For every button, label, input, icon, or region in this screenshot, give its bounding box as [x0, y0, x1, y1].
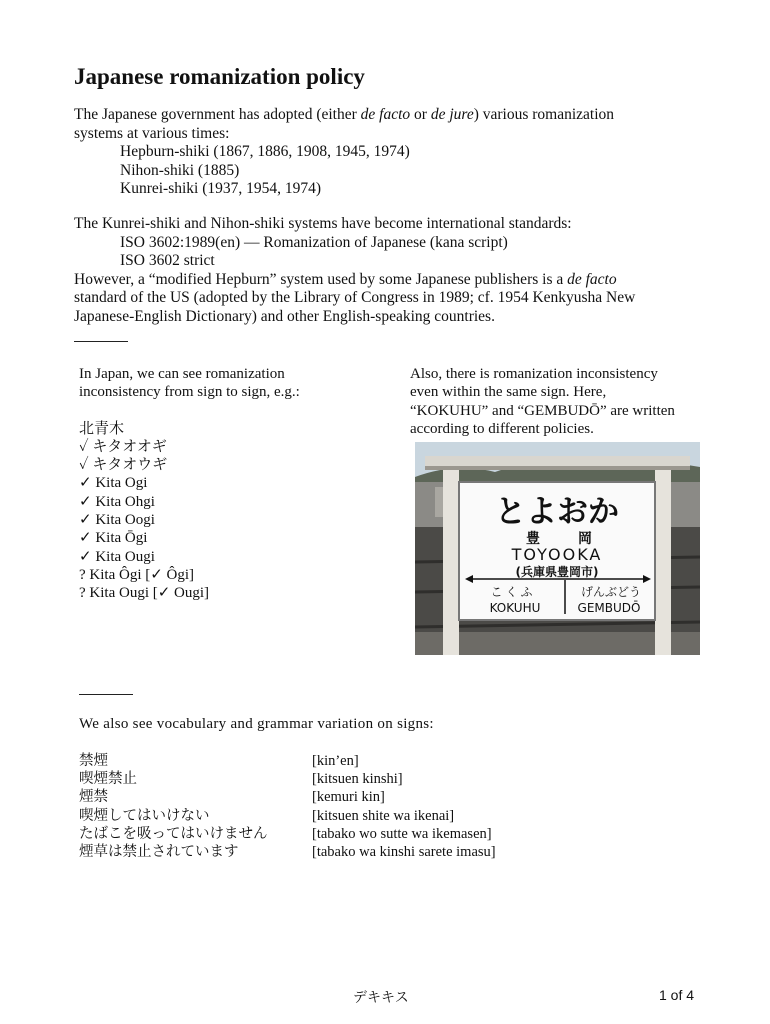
vocab-romaji: [kin’en] [312, 753, 359, 769]
standards-intro: The Kunrei-shiki and Nihon-shiki systems have become international standards: [74, 215, 572, 232]
vocab-intro: We also see vocabulary and grammar variation on signs: [79, 716, 434, 732]
sign-prefecture: (兵庫県豊岡市) [515, 565, 599, 579]
standard-item: ISO 3602:1989(en) — Romanization of Japanese (kana script) [120, 233, 508, 251]
vocab-japanese: 禁煙 [79, 753, 108, 769]
sign-kanji-2: 岡 [578, 531, 592, 547]
standards-paragraph [74, 215, 734, 326]
vocab-row [79, 843, 599, 861]
right-column [410, 365, 730, 438]
variant-item: ? Kita Ougi [✓ Ougi] [79, 585, 210, 602]
vocab-row [79, 807, 599, 825]
intro-paragraph [74, 106, 714, 199]
sign-kanji-1: 豊 [526, 531, 540, 547]
page-title: Japanese romanization policy [74, 64, 365, 89]
standard-item: ISO 3602 strict [120, 252, 215, 269]
vocab-romaji: [kitsuen kinshi] [312, 771, 403, 788]
section-divider [74, 341, 128, 342]
left-intro-line-1: In Japan, we can see romanization [79, 366, 285, 382]
footer-title: デキキス [353, 989, 409, 1005]
right-line: Also, there is romanization inconsistency [410, 366, 658, 382]
variant-item: ✓ Kita Ougi [79, 548, 155, 565]
right-line: according to different policies. [410, 420, 594, 437]
variant-item: ? Kita Ôgi [✓ Ôgi] [79, 566, 195, 583]
vocab-list [79, 752, 599, 861]
station-sign-photo [415, 442, 700, 655]
vocab-romaji: [kemuri kin] [312, 789, 385, 806]
vocab-row [79, 788, 599, 806]
sign-right-romaji: GEMBUDŌ [577, 601, 641, 615]
station-heading: 北青木 [79, 420, 125, 437]
sign-left-romaji: KOKUHU [489, 601, 541, 615]
vocab-row [79, 770, 599, 788]
sign-left-kana: こくふ [490, 585, 536, 599]
hepburn-line-3: Japanese-English Dictionary) and other English-speaking countries. [74, 307, 495, 325]
right-line: even within the same sign. Here, [410, 384, 607, 401]
intro-line-1: The Japanese government has adopted (either de facto or de jure) various romanization [74, 106, 615, 123]
variant-item: ✓ Kita Ōgi [79, 530, 148, 547]
sign-right-kana: げんぶどう [580, 585, 642, 599]
variant-item: ✓ キタオウギ [79, 457, 168, 474]
vocab-japanese: 煙草は禁止されています [79, 844, 239, 861]
vocab-row [79, 752, 599, 770]
variant-item: ✓ Kita Ogi [79, 475, 148, 492]
vocab-japanese: 煙禁 [79, 789, 108, 806]
system-item: Nihon-shiki (1885) [120, 161, 240, 179]
variant-item: ✓ キタオオギ [79, 438, 167, 455]
vocab-romaji: [tabako wo sutte wa ikemasen] [312, 825, 492, 842]
vocab-row [79, 825, 599, 843]
system-item: Kunrei-shiki (1937, 1954, 1974) [120, 180, 322, 197]
intro-line-2: systems at various times: [74, 124, 230, 142]
sign-hiragana: とよおか [495, 494, 619, 530]
variant-item: ✓ Kita Oogi [79, 512, 155, 529]
left-column [79, 365, 379, 603]
vocab-romaji: [kitsuen shite wa ikenai] [312, 807, 455, 824]
page-number: 1 of 4 [659, 987, 695, 1003]
system-item: Hepburn-shiki (1867, 1886, 1908, 1945, 1974) [120, 143, 410, 160]
vocab-japanese: 喫煙してはいけない [79, 807, 210, 824]
sign-romaji: TOYOOKA [511, 545, 603, 564]
vocab-japanese: たばこを吸ってはいけません [79, 825, 268, 842]
left-intro-line-2: inconsistency from sign to sign, e.g.: [79, 384, 300, 401]
variant-item: ✓ Kita Ohgi [79, 493, 155, 510]
hepburn-line-1: However, a “modified Hepburn” system used by some Japanese publishers is a de facto [74, 270, 617, 288]
hepburn-line-2: standard of the US (adopted by the Library of Congress in 1989; cf. 1954 Kenkyusha New [74, 289, 636, 306]
vocab-romaji: [tabako wa kinshi sarete imasu] [312, 844, 496, 861]
vocab-japanese: 喫煙禁止 [79, 771, 137, 788]
right-line: “KOKUHU” and “GEMBUDŌ” are written [410, 402, 675, 419]
section-divider [79, 694, 133, 695]
